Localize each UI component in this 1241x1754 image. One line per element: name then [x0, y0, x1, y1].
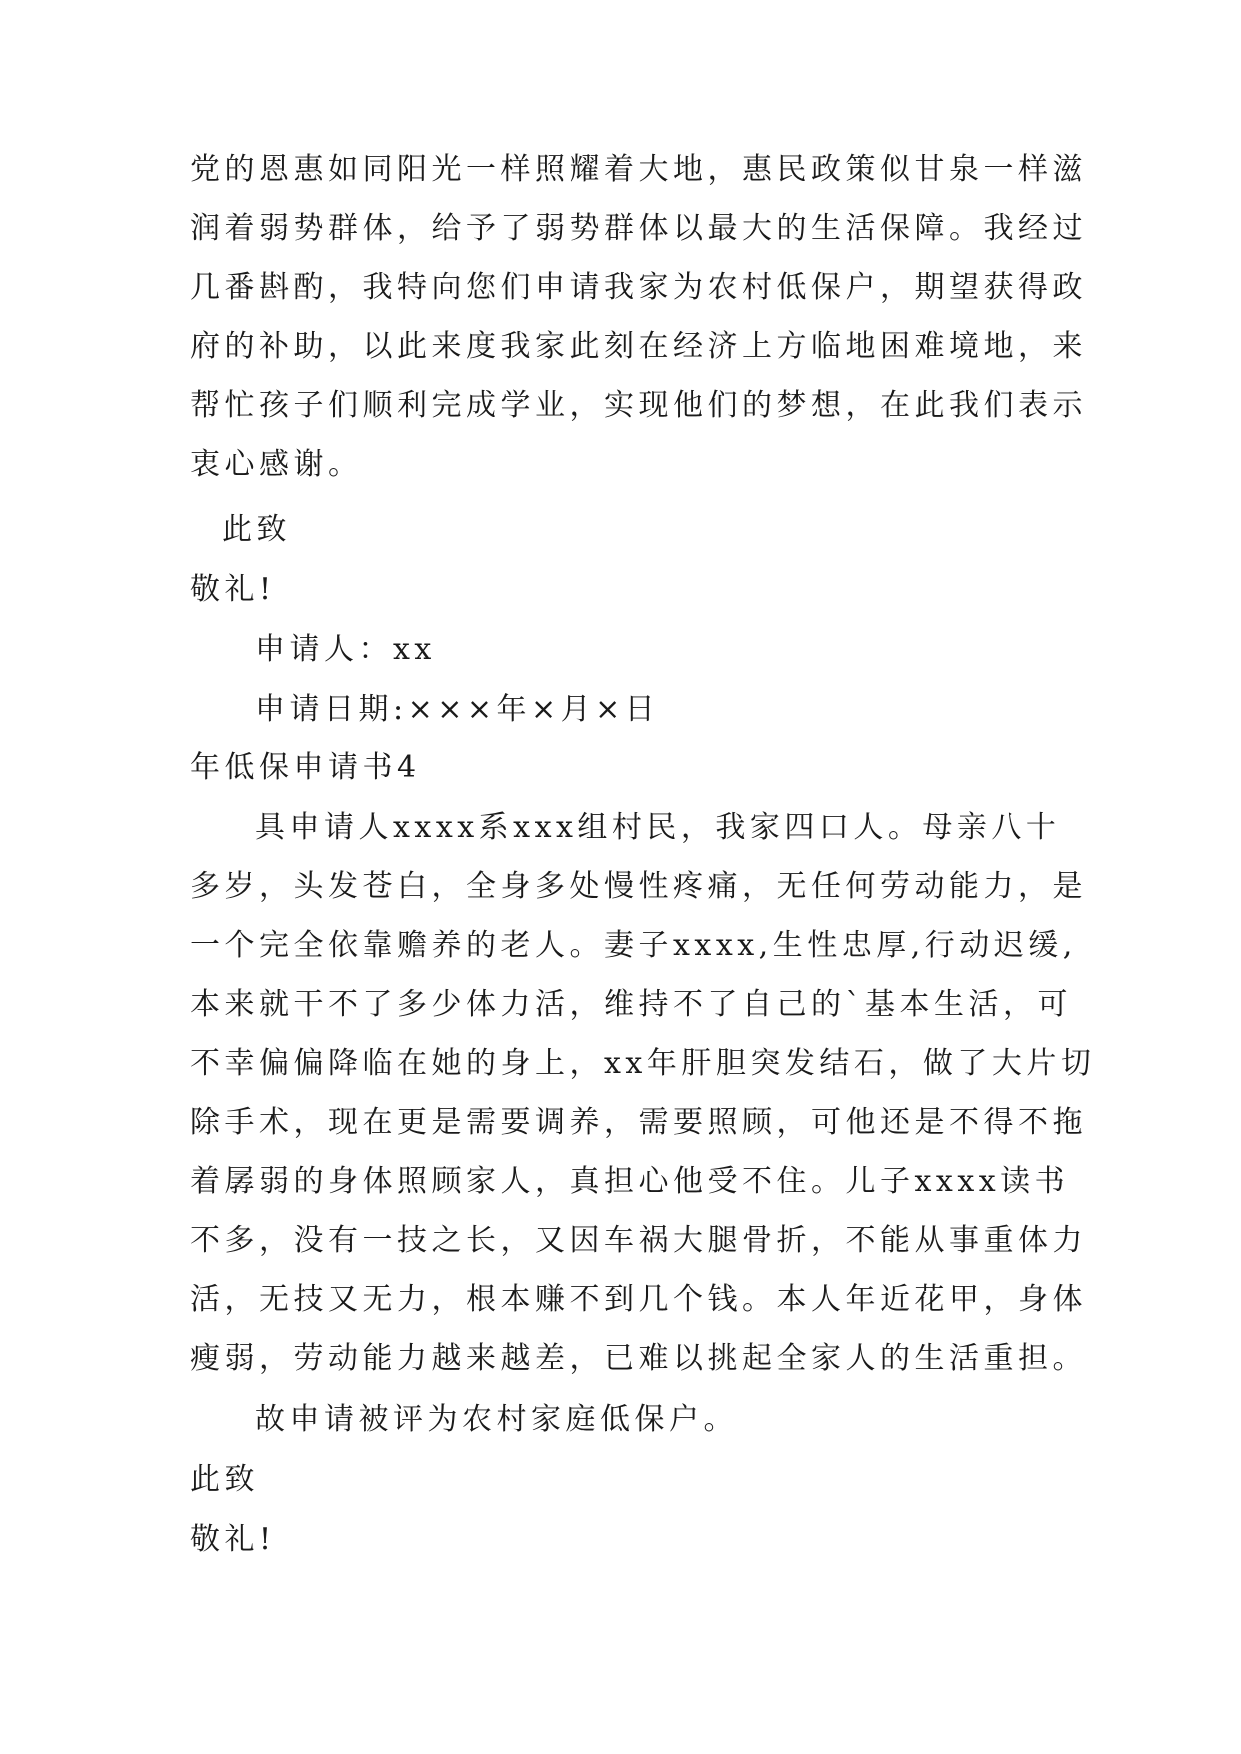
- paragraph2-line: 着孱弱的身体照顾家人，真担心他受不住。儿子xxxx读书: [190, 1164, 1070, 1199]
- paragraph2-line: 除手术，现在更是需要调养，需要照顾，可他还是不得不拖: [190, 1105, 1087, 1140]
- paragraph1-line: 党的恩惠如同阳光一样照耀着大地，惠民政策似甘泉一样滋: [190, 152, 1087, 187]
- closing-text: 此致: [222, 512, 291, 547]
- date-line: 申请日期:×××年×月×日: [255, 692, 660, 727]
- paragraph2-line: 本来就干不了多少体力活，维持不了自己的`基本生活，可: [190, 987, 1072, 1022]
- paragraph1-line: 衷心感谢。: [190, 447, 363, 482]
- paragraph2-line: 瘦弱，劳动能力越来越差，已难以挑起全家人的生活重担。: [190, 1341, 1087, 1376]
- paragraph2-line: 活，无技又无力，根本赚不到几个钱。本人年近花甲，身体: [190, 1282, 1087, 1317]
- paragraph2-line: 一个完全依靠赡养的老人。妻子xxxx,生性忠厚,行动迟缓,: [190, 928, 1077, 963]
- paragraph2-line: 具申请人xxxx系xxx组村民，我家四口人。母亲八十: [255, 810, 1061, 845]
- applicant-line: 申请人：xx: [255, 632, 436, 667]
- section-title: 年低保申请书4: [190, 750, 421, 785]
- closing-text: 此致: [190, 1462, 259, 1497]
- paragraph1-line: 帮忙孩子们顺利完成学业，实现他们的梦想，在此我们表示: [190, 388, 1087, 423]
- paragraph2-line: 多岁，头发苍白，全身多处慢性疼痛，无任何劳动能力，是: [190, 869, 1087, 904]
- paragraph1-line: 润着弱势群体，给予了弱势群体以最大的生活保障。我经过: [190, 211, 1087, 246]
- request-line: 故申请被评为农村家庭低保户。: [255, 1402, 738, 1437]
- salutation-text: 敬礼!: [190, 572, 276, 607]
- paragraph2-line: 不多，没有一技之长，又因车祸大腿骨折，不能从事重体力: [190, 1223, 1087, 1258]
- salutation-text: 敬礼!: [190, 1522, 276, 1557]
- paragraph1-line: 几番斟酌，我特向您们申请我家为农村低保户，期望获得政: [190, 270, 1087, 305]
- paragraph1-line: 府的补助，以此来度我家此刻在经济上方临地困难境地，来: [190, 329, 1087, 364]
- paragraph2-line: 不幸偏偏降临在她的身上，xx年肝胆突发结石，做了大片切: [190, 1046, 1096, 1081]
